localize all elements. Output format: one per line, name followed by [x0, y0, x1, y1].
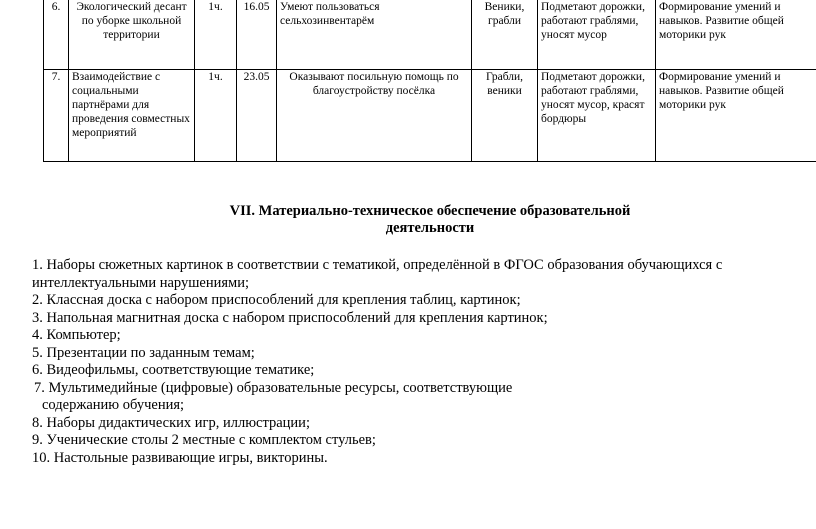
row-number: 7. [44, 70, 69, 162]
list-item: 10. Настольные развивающие игры, викторины. [32, 449, 328, 466]
lesson-date: 16.05 [237, 0, 277, 70]
list-item: 3. Напольная магнитная доска с набором приспособлений для крепления картинок; [32, 309, 548, 326]
section-title-line: VII. Материально-техническое обеспечение образовательной [229, 203, 631, 219]
lesson-hours: 1ч. [195, 0, 237, 70]
table-row [44, 0, 816, 70]
section-heading [0, 203, 816, 237]
equipment-list [32, 257, 816, 467]
lesson-plan-table [43, 0, 816, 162]
lesson-materials: Веники, грабли [472, 0, 538, 70]
lesson-knowledge: Оказывают посильную помощь по благоустройству посёлка [277, 70, 472, 162]
table-row [44, 70, 816, 162]
lesson-topic: Взаимодействие с социальными партнёрами для проведения совместных мероприятий [69, 70, 195, 162]
list-item: 6. Видеофильмы, соответствующие тематике; [32, 362, 315, 378]
lesson-hours: 1ч. [195, 70, 237, 162]
lesson-knowledge: Умеют пользоваться сельхозинвентарём [277, 0, 472, 70]
list-item-continuation: интеллектуальными нарушениями; [32, 274, 249, 291]
lesson-activity: Подметают дорожки, работают граблями, уносят мусор [538, 0, 656, 70]
lesson-activity: Подметают дорожки, работают граблями, уносят мусор, красят бордюры [538, 70, 656, 162]
row-number: 6. [44, 0, 69, 70]
lesson-date: 23.05 [237, 70, 277, 162]
list-item: 7. Мультимедийные (цифровые) образовательные ресурсы, соответствующие [34, 379, 513, 396]
list-item: 2. Классная доска с набором приспособлений для крепления таблиц, картинок; [32, 292, 521, 308]
list-item: 5. Презентации по заданным темам; [32, 344, 255, 361]
lesson-correction: Формирование умений и навыков. Развитие общей моторики рук [656, 0, 816, 70]
lesson-topic: Экологический десант по уборке школьной территории [69, 0, 195, 70]
list-item: 4. Компьютер; [32, 327, 121, 343]
list-item-continuation: содержанию обучения; [42, 397, 185, 413]
lesson-materials: Грабли, веники [472, 70, 538, 162]
section-title-line: деятельности [385, 220, 475, 236]
list-item: 9. Ученические столы 2 местные с комплектом стульев; [32, 432, 376, 448]
list-item: 1. Наборы сюжетных картинок в соответствии с тематикой, определённой в ФГОС образования обучающихся с [32, 257, 723, 273]
list-item: 8. Наборы дидактических игр, иллюстрации; [32, 414, 310, 431]
lesson-correction: Формирование умений и навыков. Развитие общей моторики рук [656, 70, 816, 162]
